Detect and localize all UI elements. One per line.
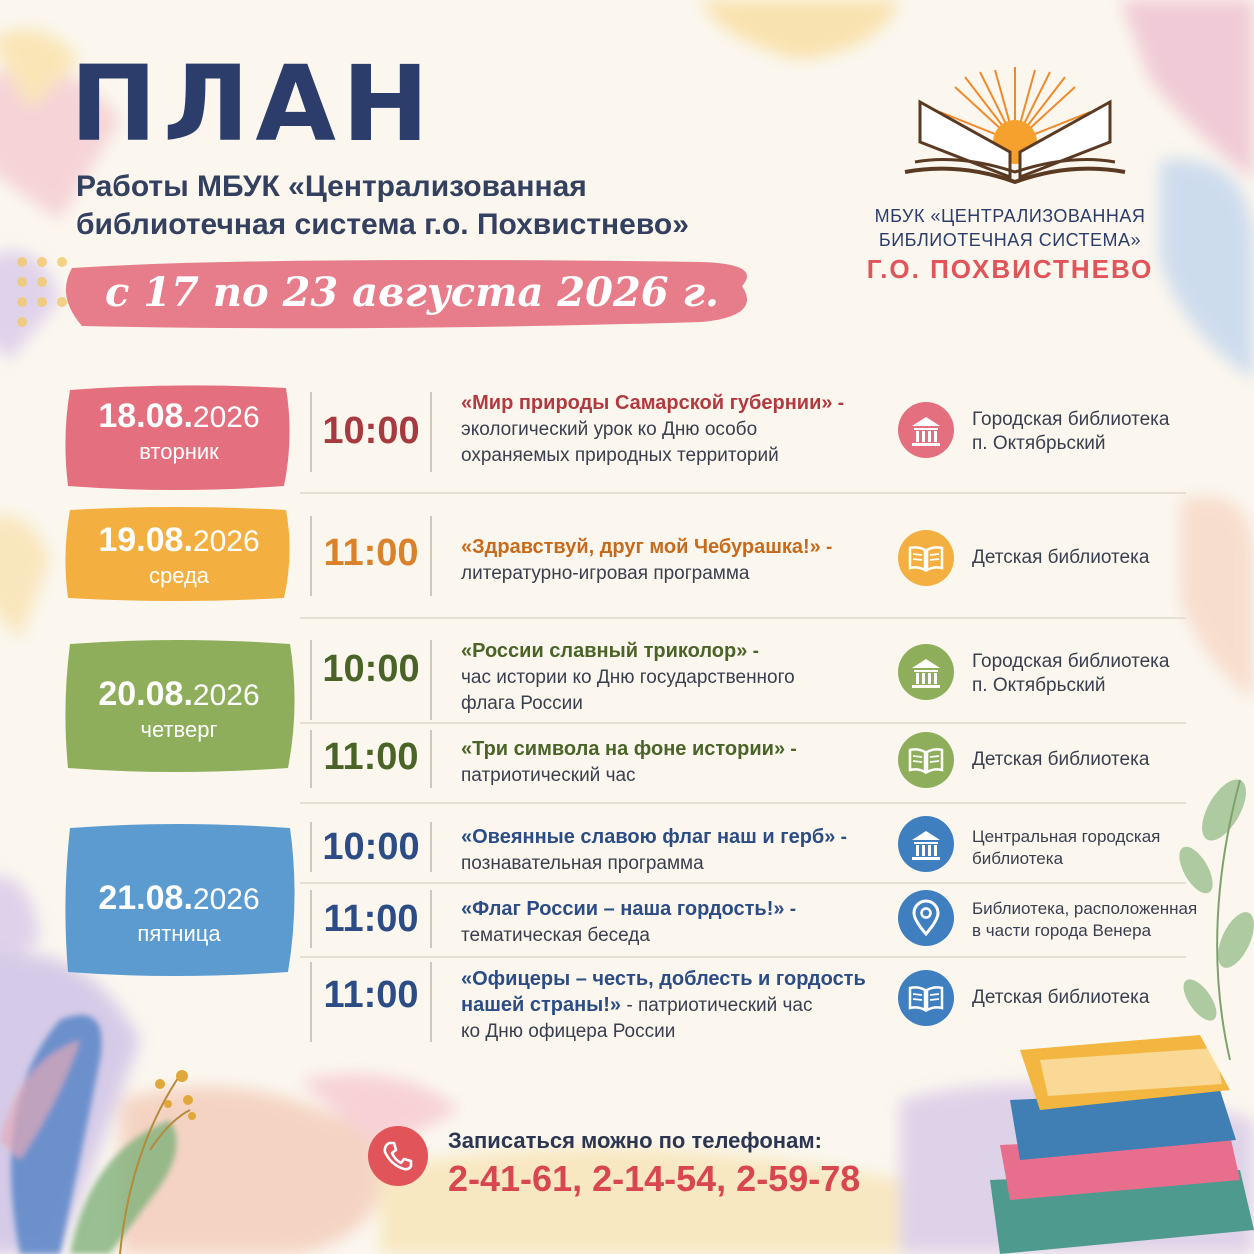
row-separator: [300, 492, 1186, 494]
divider: [310, 822, 312, 872]
divider: [430, 822, 432, 872]
event-place: [972, 408, 1202, 456]
event-title: «Здравствуй, друг мой Чебурашка!»: [461, 536, 821, 558]
event-place: [972, 650, 1202, 698]
day-date: [64, 878, 294, 920]
divider: [430, 730, 432, 788]
organization-name-line: БИБЛИОТЕЧНАЯ СИСТЕМА»: [878, 230, 1142, 250]
event-title: «Офицеры – честь, доблесть и гордость: [461, 968, 866, 990]
day-badge: [64, 674, 294, 744]
day-badge: [64, 520, 294, 590]
day-weekday: пятница: [137, 921, 221, 946]
event-text: [461, 824, 881, 877]
day-date-year: 2026: [192, 679, 260, 712]
event-description: тематическая беседа: [461, 925, 650, 946]
day-weekday: вторник: [139, 439, 219, 464]
divider: [310, 640, 312, 720]
divider: [430, 962, 432, 1042]
location-pin-icon: [898, 890, 954, 946]
subtitle-line: библиотечная система г.о. Похвистнево»: [76, 208, 689, 241]
page-subtitle: [76, 168, 796, 244]
divider: [310, 890, 312, 948]
day-weekday: четверг: [140, 717, 218, 742]
event-place: [972, 826, 1202, 870]
divider: [310, 392, 312, 472]
phone-icon: [368, 1126, 428, 1186]
day-badge: [64, 396, 294, 466]
book-stack-illustration: [990, 1035, 1254, 1254]
event-place-line: Городская библиотека: [972, 651, 1170, 672]
open-book-sunrise-icon: [900, 62, 1130, 192]
event-text: [461, 736, 881, 789]
event-dash: -: [820, 537, 833, 558]
day-date: [64, 520, 294, 562]
divider: [310, 730, 312, 788]
event-time: 11:00: [323, 974, 419, 1016]
event-title: «Флаг России – наша гордость!»: [461, 898, 785, 920]
divider: [310, 516, 312, 596]
event-dash: -: [747, 641, 759, 662]
contact-phones[interactable]: 2-41-61, 2-14-54, 2-59-78: [448, 1158, 861, 1199]
event-dash: -: [832, 393, 845, 414]
event-time: 10:00: [322, 648, 420, 690]
organization-city: Г.О. ПОХВИСТНЕВО: [866, 254, 1154, 284]
event-place-line: Детская библиотека: [972, 987, 1150, 1008]
event-description: литературно-игровая программа: [461, 563, 750, 584]
day-date-day: 19.08.: [98, 521, 193, 559]
day-date-year: 2026: [192, 525, 260, 558]
day-date: [64, 396, 294, 438]
day-date-year: 2026: [192, 883, 260, 916]
date-range: с 17 по 23 августа 2026 г.: [105, 269, 719, 316]
row-separator: [300, 956, 1186, 958]
event-time: 11:00: [323, 898, 419, 940]
event-title: нашей страны!»: [461, 994, 622, 1016]
event-description: - патриотический час: [621, 995, 813, 1016]
library-building-icon: [898, 402, 954, 458]
event-dash: -: [784, 899, 797, 920]
event-place-line: Библиотека, расположенная: [972, 899, 1198, 918]
row-separator: [300, 722, 1186, 724]
day-badge: [64, 878, 294, 948]
page-title: ПЛАН: [70, 43, 435, 165]
row-separator: [300, 617, 1186, 619]
event-place-line: п. Октябрьский: [972, 675, 1106, 696]
event-dash: -: [835, 827, 848, 848]
open-book-icon: [898, 970, 954, 1026]
event-text: [461, 638, 881, 717]
event-place: [972, 898, 1212, 942]
event-description: час истории ко Дню государственного: [461, 667, 795, 688]
event-place-line: Центральная городская: [972, 827, 1161, 846]
divider: [310, 962, 312, 1042]
event-place: [972, 748, 1202, 772]
contact-label: Записаться можно по телефонам:: [448, 1128, 822, 1153]
event-title: «Овеянные славою флаг наш и герб»: [461, 826, 836, 848]
event-description: патриотический час: [461, 765, 636, 786]
event-description: флага России: [461, 693, 583, 714]
event-place-line: Детская библиотека: [972, 749, 1150, 770]
event-dash: -: [785, 739, 797, 760]
event-text: [461, 966, 881, 1045]
day-date-day: 18.08.: [98, 397, 193, 435]
organization-name-line: МБУК «ЦЕНТРАЛИЗОВАННАЯ: [874, 206, 1146, 226]
library-building-icon: [898, 816, 954, 872]
event-time: 10:00: [322, 410, 420, 452]
event-description: ко Дню офицера России: [461, 1021, 676, 1042]
day-date-year: 2026: [192, 401, 260, 434]
divider: [430, 890, 432, 948]
event-place-line: в части города Венера: [972, 921, 1152, 940]
event-place-line: Городская библиотека: [972, 409, 1170, 430]
event-place: [972, 546, 1202, 570]
event-title: «России славный триколор»: [461, 640, 748, 662]
event-title: «Мир природы Самарской губернии»: [461, 392, 833, 414]
divider: [430, 516, 432, 596]
event-title: «Три символа на фоне истории»: [461, 738, 786, 760]
event-time: 11:00: [323, 736, 419, 778]
open-book-icon: [898, 530, 954, 586]
library-building-icon: [898, 644, 954, 700]
event-description: охраняемых природных территорий: [461, 445, 779, 466]
event-place-line: библиотека: [972, 849, 1064, 868]
day-date-day: 20.08.: [98, 675, 193, 713]
organization-name: [862, 204, 1158, 252]
day-date-day: 21.08.: [98, 879, 193, 917]
open-book-icon: [898, 732, 954, 788]
row-separator: [300, 802, 1186, 804]
event-place: [972, 986, 1202, 1010]
event-place-line: Детская библиотека: [972, 547, 1150, 568]
event-time: 11:00: [323, 532, 419, 574]
divider: [430, 640, 432, 720]
event-description: экологический урок ко Дню особо: [461, 419, 758, 440]
event-place-line: п. Октябрьский: [972, 433, 1106, 454]
subtitle-line: Работы МБУК «Централизованная: [76, 170, 587, 203]
divider: [430, 392, 432, 472]
day-date: [64, 674, 294, 716]
row-separator: [300, 882, 1186, 884]
event-description: познавательная программа: [461, 853, 704, 874]
event-text: [461, 390, 881, 469]
event-text: [461, 896, 881, 949]
event-time: 10:00: [322, 826, 420, 868]
day-weekday: среда: [148, 563, 210, 588]
event-text: [461, 534, 881, 587]
